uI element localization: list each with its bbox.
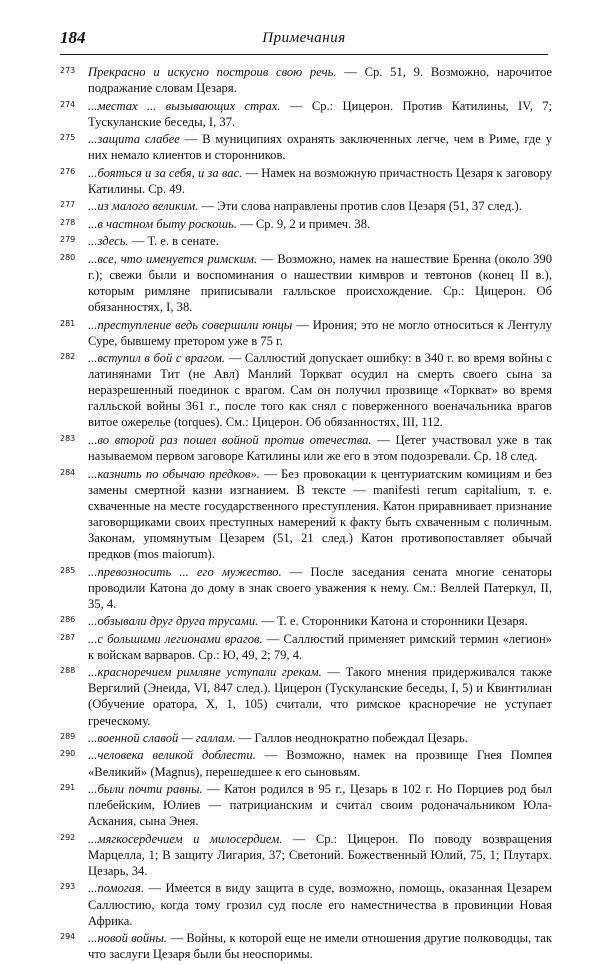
note-text: — Катон родился в 95 г., Цезарь в 102 г. Но Порциев род был плебейским, Юлиев — патрицианским и считал своим родоначальником Юла-Аскания, сына Энея. xyxy=(88,782,552,829)
note-number: 294 xyxy=(60,932,76,942)
note-lemma: ...защита слабее xyxy=(88,132,180,147)
running-title: Примечания xyxy=(262,30,346,46)
note-lemma: ...человека великой доблести. xyxy=(88,748,256,763)
note-276 xyxy=(60,165,552,197)
note-lemma: ...в частном быту роскошь. xyxy=(88,216,237,231)
note-text: — Эти слова направлены против слов Цезаря (51, 37 след.). xyxy=(198,199,522,214)
note-lemma: ...казнить по обычаю предков». xyxy=(88,466,260,481)
note-lemma: ...красноречием римляне уступали грекам. xyxy=(88,665,322,680)
note-text: — Ирония; это не могло относиться к Лентулу Суре, бывшему претором уже в 75 г. xyxy=(88,317,552,348)
note-text: — Саллюстий применяет римский термин «легион» к войскам варваров. Ср.: Ю, 49, 2; 79, 4. xyxy=(88,631,552,662)
note-number: 273 xyxy=(60,66,76,75)
note-lemma: ...помогая. xyxy=(88,881,145,896)
note-lemma: ...все, что именуется римским. xyxy=(88,251,258,266)
note-lemma: ...преступление ведь совершили юнцы xyxy=(88,317,293,332)
note-290 xyxy=(60,747,552,779)
note-number: 274 xyxy=(60,99,76,109)
note-text: — Саллюстий допускает ошибку: в 340 г. во время войны с латинянами Тит (не Авл) Манлий Торкват осудил на смерть своего сына за неразрешенный поединок с врагом. Сам он получил прозвище «Торкват» во время галльской войны 361 г., после того как снял с поверженного военачальника врагов витое ожерелье (torques). См.: Цицерон. Об обязанностях, III, 112. xyxy=(88,351,552,430)
note-text: — Ср. 51, 9. Возможно, нарочитое подражание словам Цезаря. xyxy=(88,65,553,96)
note-text: — Ср. 9, 2 и примеч. 38. xyxy=(236,216,371,231)
note-283 xyxy=(60,432,552,464)
note-text: — Возможно, намек на нашествие Бренна (около 390 г.); свежи были и воспоминания о нашествии кимвров и тевтонов (конец II в.), которым римляне приписывали галльское происхождение. Ср.: Цицерон. Об обязанностях, I, 38. xyxy=(88,251,552,315)
note-number: 275 xyxy=(60,133,76,143)
note-274 xyxy=(60,98,552,130)
note-number: 288 xyxy=(60,666,76,676)
note-293 xyxy=(60,880,552,928)
note-277 xyxy=(60,198,552,214)
note-282 xyxy=(60,350,552,430)
note-lemma: ...вступил в бой с врагом. xyxy=(88,351,226,366)
note-lemma: ...превозносить ... его мужество. xyxy=(88,564,282,579)
note-text: — В муниципиях охранять заключенных легче, чем в Риме, где у них немало клиентов и сторонников. xyxy=(88,132,552,163)
note-text: — Без провокации к центуриатским комициям и без замены смертной казни изгнанием. В тексте — manifesti rerum capitalium, т. е. схваченные на месте государственного преступления. Катон приравнивает признание заговорщиками своих преступных намерений к факту быть схваченным с поличным. Законам, упомянутым Цезарем (51, 21 след.) Катон противопоставляет обычай предков (mos maiorum). xyxy=(88,466,552,562)
note-lemma: ...бояться и за себя, и за вас. xyxy=(88,165,243,180)
note-273 xyxy=(60,64,552,96)
note-lemma: ...с большими легионами врагов. xyxy=(88,631,263,646)
note-text: — Войны, к которой еще не имели отношения другие полководцы, так что заслуги Цезаря были бы неоспоримы. xyxy=(88,931,552,962)
note-lemma: ...были почти равны. xyxy=(88,782,203,797)
note-lemma: ...новой войны. xyxy=(88,931,168,946)
note-number: 284 xyxy=(60,467,76,477)
note-lemma: ...из малого великим. xyxy=(88,199,199,214)
note-lemma: ...обзывали друг друга трусами. xyxy=(88,614,259,629)
note-number: 277 xyxy=(60,200,76,210)
note-289 xyxy=(60,730,552,746)
note-287 xyxy=(60,631,552,663)
note-284 xyxy=(60,466,552,563)
page-number: 184 xyxy=(60,28,86,47)
note-lemma: ...местах ... вызывающих страх. xyxy=(88,98,281,113)
note-286 xyxy=(60,613,552,629)
note-text: — Цетег участвовал уже в так называемом первом заговоре Катилины или же его в этом подозревали. Ср. 18 след. xyxy=(88,432,552,464)
note-number: 282 xyxy=(60,352,76,362)
note-number: 287 xyxy=(60,632,76,642)
note-lemma: Прекрасно и искусно построив свою речь. xyxy=(88,65,337,79)
note-285 xyxy=(60,564,552,612)
note-292 xyxy=(60,831,552,879)
note-lemma: ...здесь. xyxy=(88,234,129,249)
note-288 xyxy=(60,664,552,728)
note-text: — Возможно, намек на прозвище Гнея Помпея «Великий» (Magnus), перешедшее к его сыновьям. xyxy=(88,748,552,779)
note-280 xyxy=(60,251,552,315)
page-header xyxy=(60,28,548,52)
note-number: 290 xyxy=(60,749,76,759)
note-279 xyxy=(60,233,552,249)
note-text: — После заседания сената многие сенаторы проводили Катона до дому в знак своего уважения к нему. См.: Веллей Патеркул, II, 35, 4. xyxy=(88,564,553,611)
note-number: 292 xyxy=(60,832,76,842)
notes-list xyxy=(60,64,552,964)
note-number: 293 xyxy=(60,882,76,892)
note-number: 276 xyxy=(60,166,76,176)
note-text: — Намек на возможную причастность Цезаря к заговору Катилины. Ср. 49. xyxy=(88,165,552,196)
note-294 xyxy=(60,930,552,962)
note-number: 278 xyxy=(60,217,76,227)
note-lemma: ...мягкосердечием и милосердием. xyxy=(88,831,283,846)
header-rule xyxy=(60,54,548,55)
note-275 xyxy=(60,131,552,163)
note-number: 289 xyxy=(60,732,76,741)
note-278 xyxy=(60,216,552,232)
note-number: 280 xyxy=(60,252,76,262)
note-text: — Т. е. Сторонники Катона и сторонники Цезаря. xyxy=(258,614,528,629)
note-text: — Ср.: Цицерон. По поводу возвращения Марцелла, 1; В защиту Лигария, 37; Светоний. Божественный Юлий, 75, 1; Плутарх. Цезарь, 34. xyxy=(88,831,552,878)
note-number: 291 xyxy=(60,783,76,793)
note-number: 285 xyxy=(60,565,76,575)
note-291 xyxy=(60,781,552,829)
note-lemma: ...военной славой — галлам. xyxy=(88,731,236,745)
note-number: 281 xyxy=(60,318,76,328)
note-text: — Имеется в виду защита в суде, возможно, помощь, оказанная Цезарем Саллюстию, когда тому грозил суд после его наместничества в провинции Новая Африка. xyxy=(88,881,552,928)
note-text: — Ср.: Цицерон. Против Катилины, IV, 7; Тускуланские беседы, I, 37. xyxy=(88,98,552,129)
note-text: — Галлов неоднократно побеждал Цезарь. xyxy=(235,731,468,745)
note-number: 286 xyxy=(60,615,76,625)
note-number: 279 xyxy=(60,235,76,245)
note-text: — Т. е. в сенате. xyxy=(128,234,219,249)
note-number: 283 xyxy=(60,433,76,443)
note-text: — Такого мнения придерживался также Вергилий (Энеида, VI, 847 след.). Цицерон (Тускуланские беседы, I, 5) и Квинтилиан (Обучение оратора, X, 1, 105) считали, что римское красноречие не уступает греческому. xyxy=(88,665,552,728)
note-281 xyxy=(60,317,552,349)
note-lemma: ...во второй раз пошел войной против отечества. xyxy=(88,432,372,447)
